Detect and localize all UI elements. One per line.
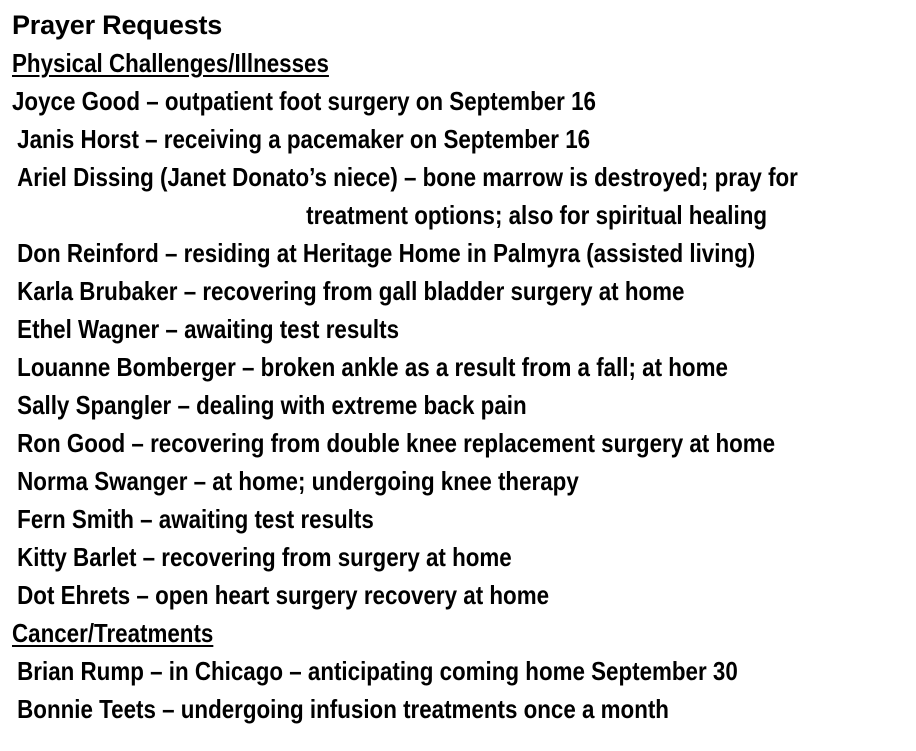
- list-item: Fern Smith – awaiting test results: [17, 504, 374, 534]
- list-item: Dot Ehrets – open heart surgery recovery at home: [17, 580, 550, 610]
- list-item: Janis Horst – receiving a pacemaker on September 16: [17, 124, 591, 154]
- list-item: Don Reinford – residing at Heritage Home in Palmyra (assisted living): [17, 238, 756, 268]
- list-item: Bonnie Teets – undergoing infusion treatments once a month: [17, 694, 669, 724]
- prayer-requests-document: [12, 6, 908, 728]
- page-title: Prayer Requests: [12, 10, 223, 40]
- list-item-continuation: treatment options; also for spiritual healing: [306, 200, 768, 230]
- list-item: Sally Spangler – dealing with extreme back pain: [17, 390, 527, 420]
- list-item: Karla Brubaker – recovering from gall bladder surgery at home: [17, 276, 685, 306]
- list-item: Louanne Bomberger – broken ankle as a result from a fall; at home: [17, 352, 728, 382]
- list-item: Kitty Barlet – recovering from surgery at home: [17, 542, 512, 572]
- list-item: Joyce Good – outpatient foot surgery on September 16: [12, 86, 596, 116]
- list-item: Ariel Dissing (Janet Donato’s niece) – bone marrow is destroyed; pray for: [17, 162, 798, 192]
- list-item: Norma Swanger – at home; undergoing knee therapy: [17, 466, 579, 496]
- list-item: Ethel Wagner – awaiting test results: [17, 314, 400, 344]
- list-item: Ron Good – recovering from double knee replacement surgery at home: [17, 428, 776, 458]
- list-item: Brian Rump – in Chicago – anticipating coming home September 30: [17, 656, 738, 686]
- section-heading-cancer: Cancer/Treatments: [12, 618, 214, 648]
- section-heading-physical: Physical Challenges/Illnesses: [12, 48, 329, 78]
